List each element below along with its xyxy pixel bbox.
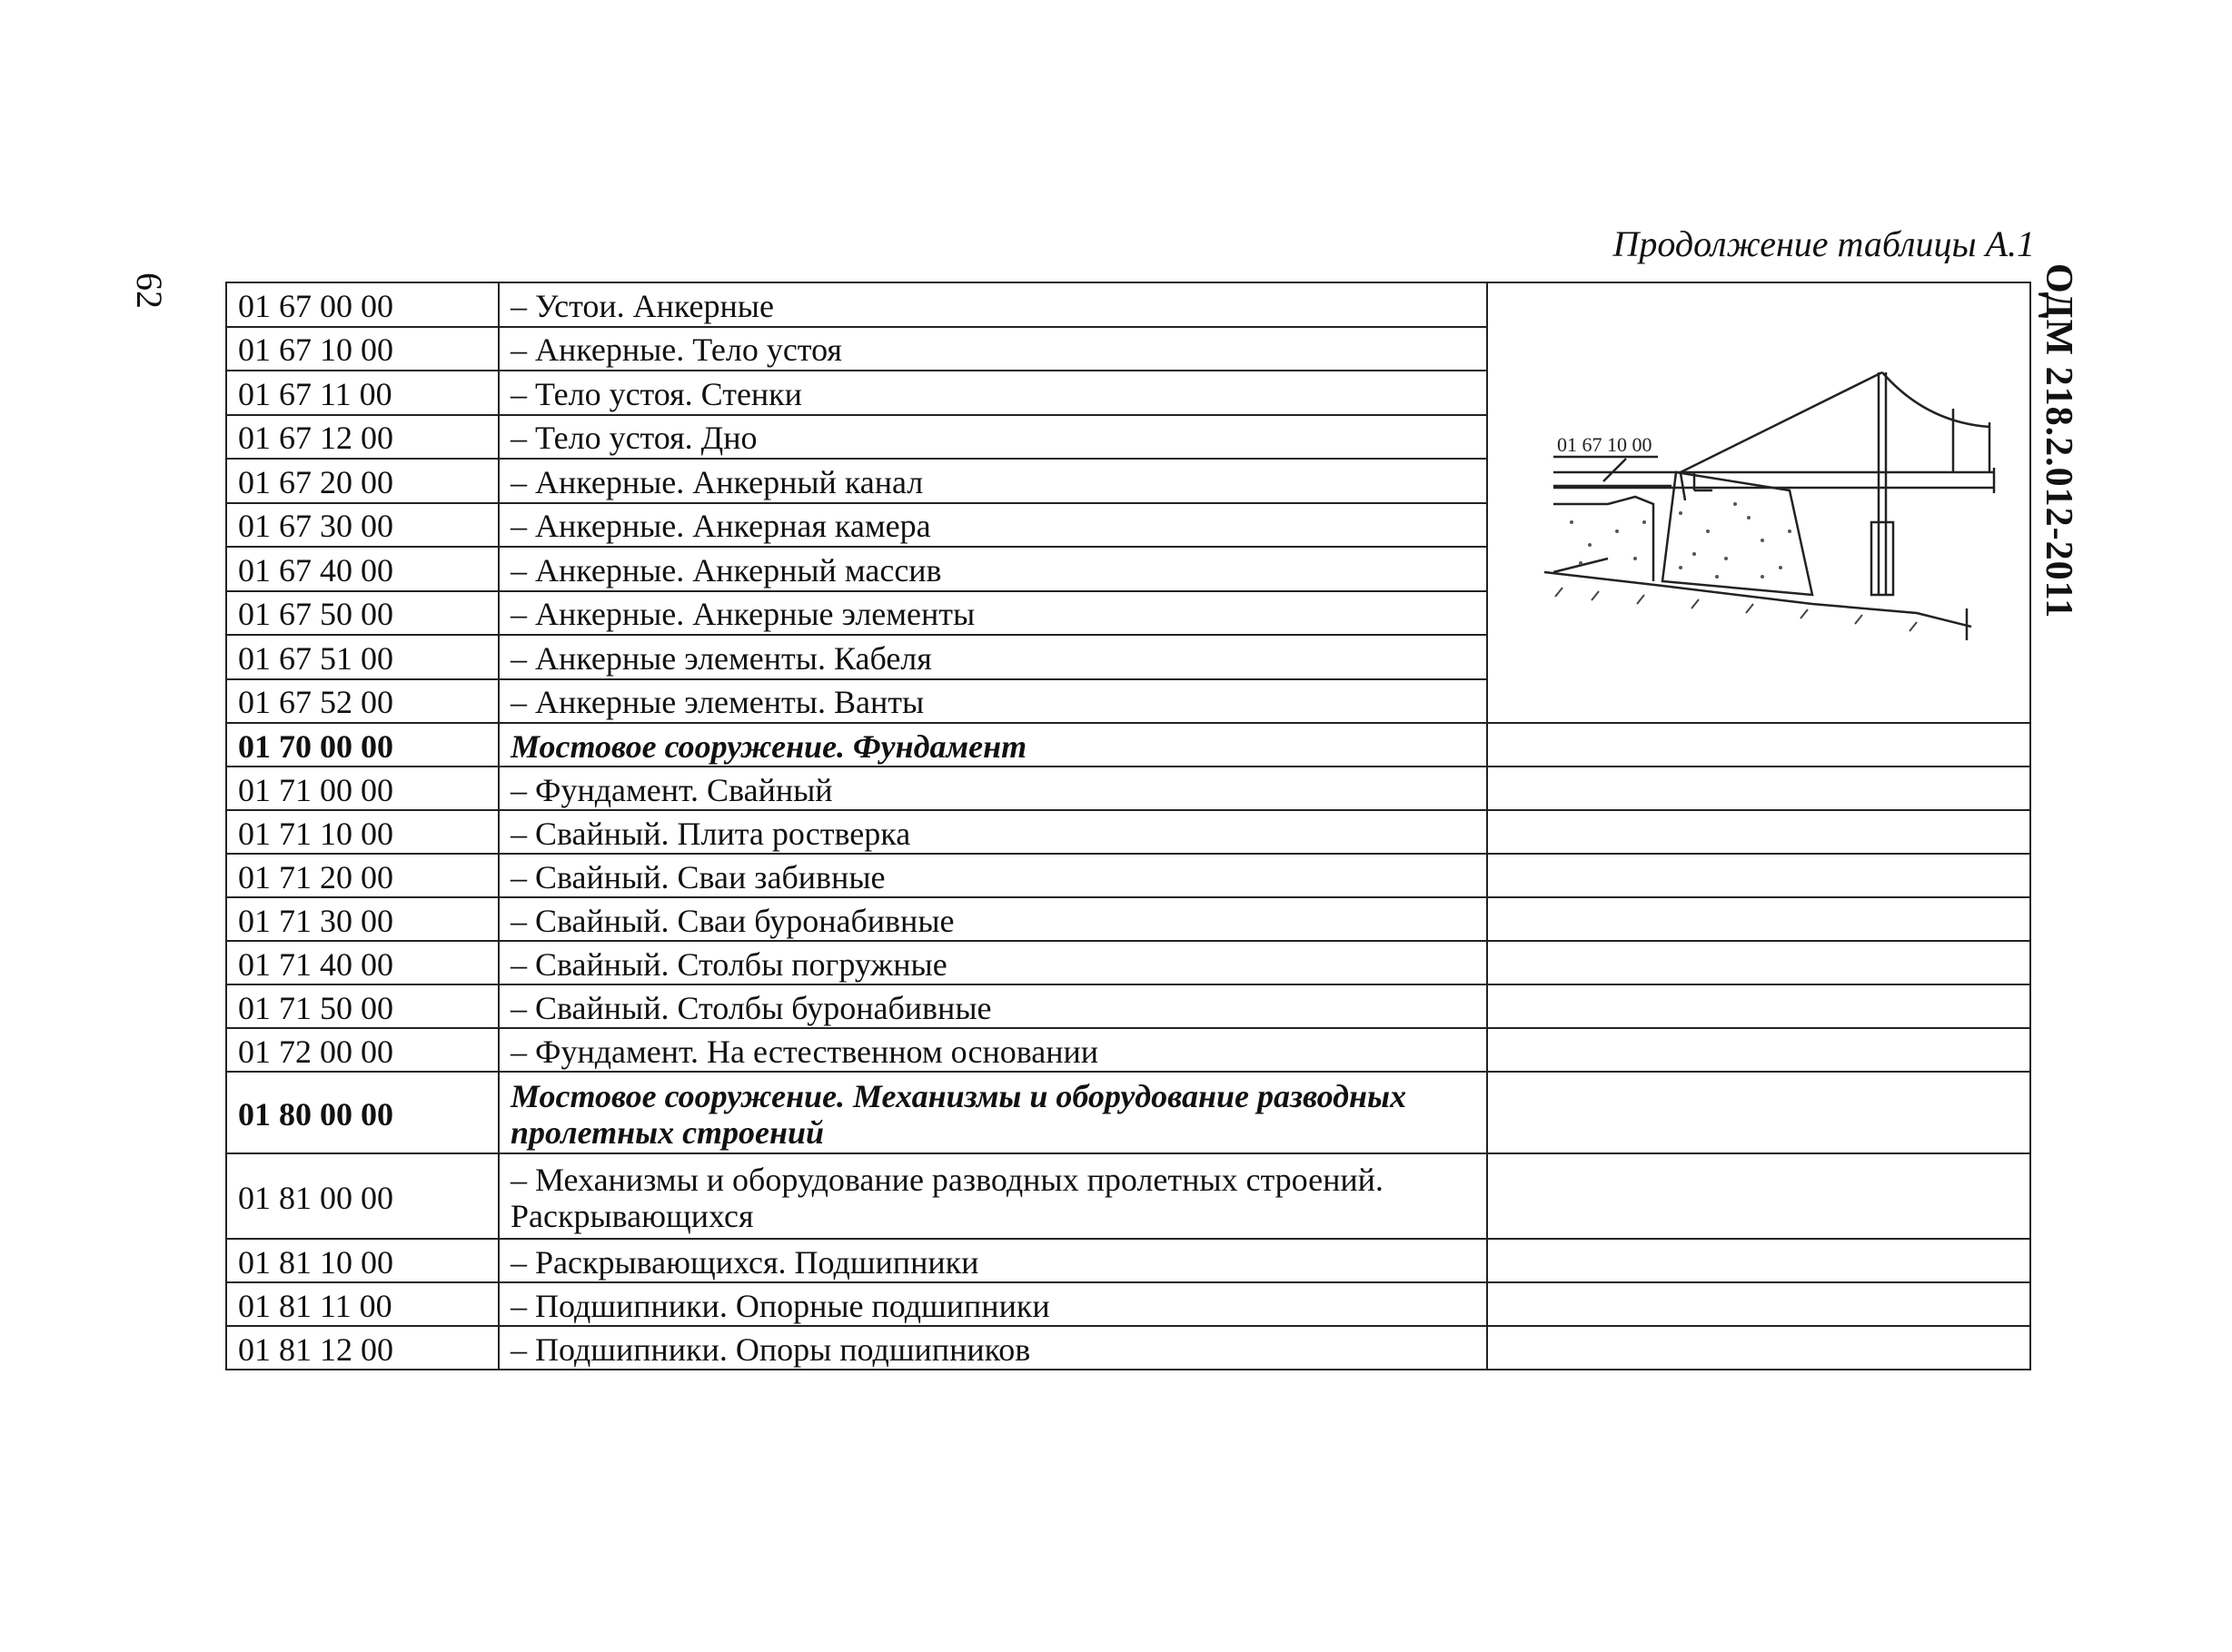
row-code: 01 71 50 00: [226, 984, 499, 1028]
row-name: – Фундамент. На естественном основании: [499, 1028, 1487, 1072]
row-code: 01 81 11 00: [226, 1282, 499, 1326]
table-row: [226, 1282, 2030, 1326]
row-name: – Подшипники. Опоры подшипников: [499, 1326, 1487, 1370]
empty-cell: [1487, 767, 2030, 810]
row-name: – Анкерные. Анкерные элементы: [499, 591, 1487, 636]
row-code: 01 67 52 00: [226, 679, 499, 724]
row-name: – Фундамент. Свайный: [499, 767, 1487, 810]
empty-cell: [1487, 854, 2030, 897]
row-name: – Механизмы и оборудование разводных пролетных строений. Раскрывающихся: [499, 1153, 1487, 1239]
empty-cell: [1487, 1326, 2030, 1370]
table-row: [226, 1153, 2030, 1239]
row-code: 01 67 51 00: [226, 635, 499, 679]
row-name: – Тело устоя. Дно: [499, 415, 1487, 460]
row-code: 01 67 00 00: [226, 282, 499, 327]
table-row: [226, 897, 2030, 941]
row-code: 01 81 12 00: [226, 1326, 499, 1370]
table-row: [226, 810, 2030, 854]
row-name: – Устои. Анкерные: [499, 282, 1487, 327]
table-row: [226, 1326, 2030, 1370]
table-row-section: [226, 723, 2030, 767]
row-code: 01 80 00 00: [226, 1072, 499, 1153]
row-code: 01 71 10 00: [226, 810, 499, 854]
empty-cell: [1487, 1239, 2030, 1282]
row-name: – Анкерные. Тело устоя: [499, 327, 1487, 371]
row-name: – Свайный. Плита ростверка: [499, 810, 1487, 854]
empty-cell: [1487, 723, 2030, 767]
table-row: [226, 282, 2030, 327]
row-code: 01 71 30 00: [226, 897, 499, 941]
row-name: – Подшипники. Опорные подшипники: [499, 1282, 1487, 1326]
row-name: – Анкерные элементы. Ванты: [499, 679, 1487, 724]
row-name: – Свайный. Сваи буронабивные: [499, 897, 1487, 941]
row-code: 01 71 40 00: [226, 941, 499, 984]
table-row: [226, 1239, 2030, 1282]
figure-label: 01 67 10 00: [1557, 433, 1652, 456]
classification-table: [225, 282, 2031, 1370]
row-code: 01 67 20 00: [226, 459, 499, 503]
row-code: 01 67 10 00: [226, 327, 499, 371]
row-code: 01 67 50 00: [226, 591, 499, 636]
table-row: [226, 854, 2030, 897]
empty-cell: [1487, 1028, 2030, 1072]
table-row: [226, 984, 2030, 1028]
row-name: – Тело устоя. Стенки: [499, 371, 1487, 415]
continuation-title: Продолжение таблицы А.1: [1612, 223, 2035, 264]
empty-cell: [1487, 941, 2030, 984]
page-number: 62: [129, 272, 170, 309]
empty-cell: [1487, 1282, 2030, 1326]
row-code: 01 81 10 00: [226, 1239, 499, 1282]
row-name: – Анкерные. Анкерный канал: [499, 459, 1487, 503]
row-code: 01 67 12 00: [226, 415, 499, 460]
row-code: 01 72 00 00: [226, 1028, 499, 1072]
empty-cell: [1487, 1153, 2030, 1239]
row-code: 01 81 00 00: [226, 1153, 499, 1239]
empty-cell: [1487, 984, 2030, 1028]
table-row: [226, 767, 2030, 810]
table-row: [226, 941, 2030, 984]
row-name: – Свайный. Столбы буронабивные: [499, 984, 1487, 1028]
row-name: Мостовое сооружение. Фундамент: [499, 723, 1487, 767]
empty-cell: [1487, 897, 2030, 941]
empty-cell: [1487, 810, 2030, 854]
row-code: 01 67 40 00: [226, 547, 499, 591]
row-name: – Анкерные. Анкерный массив: [499, 547, 1487, 591]
row-name: – Раскрывающихся. Подшипники: [499, 1239, 1487, 1282]
row-code: 01 67 11 00: [226, 371, 499, 415]
row-name: – Анкерные. Анкерная камера: [499, 503, 1487, 548]
table-row: [226, 1028, 2030, 1072]
empty-cell: [1487, 1072, 2030, 1153]
table-row-section: [226, 1072, 2030, 1153]
row-code: 01 70 00 00: [226, 723, 499, 767]
row-name: – Свайный. Сваи забивные: [499, 854, 1487, 897]
figure-cell: [1487, 282, 2030, 723]
row-name: – Свайный. Столбы погружные: [499, 941, 1487, 984]
row-name: – Анкерные элементы. Кабеля: [499, 635, 1487, 679]
row-code: 01 71 00 00: [226, 767, 499, 810]
document-code: ОДМ 218.2.012-2011: [2038, 263, 2079, 619]
row-code: 01 67 30 00: [226, 503, 499, 548]
anchor-abutment-drawing: [1499, 286, 2030, 722]
row-code: 01 71 20 00: [226, 854, 499, 897]
row-name: Мостовое сооружение. Механизмы и оборудование разводных пролетных строений: [499, 1072, 1487, 1153]
